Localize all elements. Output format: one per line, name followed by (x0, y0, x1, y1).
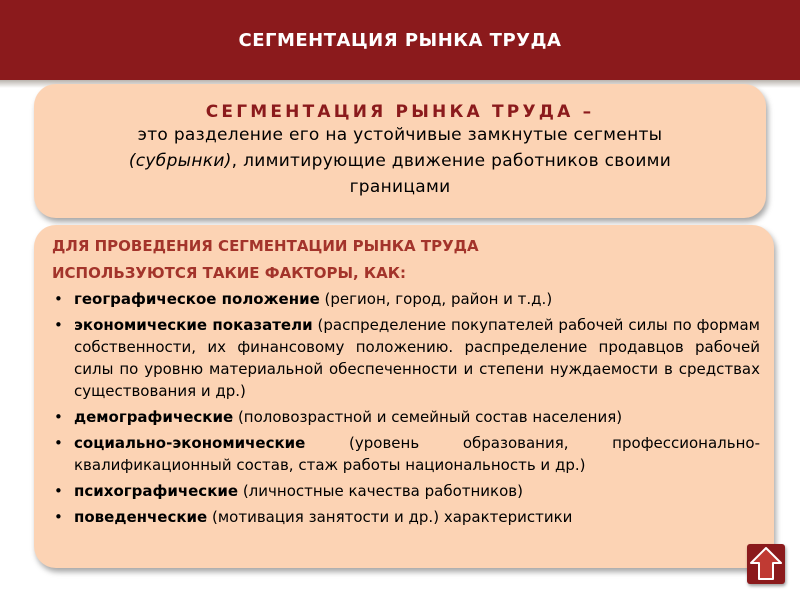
list-item (50, 406, 760, 428)
definition-box (34, 84, 766, 218)
factor-term: поведенческие (74, 508, 208, 526)
factor-description: (регион, город, район и т.д.) (319, 290, 553, 308)
definition-line-2-rest: , лимитирующие движение работников своими (231, 151, 672, 171)
bullet-icon: • (54, 408, 63, 426)
factor-term: социально-экономические (74, 434, 306, 452)
bullet-icon: • (54, 290, 63, 308)
definition-term: СЕГМЕНТАЦИЯ РЫНКА ТРУДА – (205, 102, 595, 122)
factor-term: экономические показатели (74, 316, 313, 334)
header-bar (0, 0, 800, 80)
back-to-top-button[interactable] (747, 544, 785, 584)
factors-list (50, 288, 760, 532)
factor-description: (личностные качества работников) (238, 482, 523, 500)
definition-line-2 (74, 148, 726, 174)
bullet-icon: • (54, 508, 63, 526)
definition-italic-term: (субрынки) (128, 151, 232, 171)
factors-heading-line-2: ИСПОЛЬЗУЮТСЯ ТАКИЕ ФАКТОРЫ, КАК: (52, 264, 407, 282)
factor-term: психографические (74, 482, 239, 500)
list-item (50, 506, 760, 528)
factors-box (34, 225, 774, 568)
definition-line-3: границами (349, 177, 451, 197)
list-item (50, 432, 760, 476)
bullet-icon: • (54, 434, 63, 452)
factor-description: (распределение покупателей рабочей силы по формам собственности, их финансовому положению. распределение продавцов рабочей силы по уровню материальной обеспеченности и степени нуждаемости в средствах существования и др.) (74, 316, 760, 400)
bullet-icon: • (54, 482, 63, 500)
factor-term: демографические (74, 408, 234, 426)
up-arrow-icon (747, 544, 785, 584)
bullet-icon: • (54, 316, 63, 334)
definition-line-1: это разделение его на устойчивые замкнутые сегменты (137, 125, 663, 145)
list-item (50, 288, 760, 310)
factor-description: (половозрастной и семейный состав населения) (233, 408, 623, 426)
factor-description: (мотивация занятости и др.) характеристики (207, 508, 573, 526)
factors-heading-line-1: ДЛЯ ПРОВЕДЕНИЯ СЕГМЕНТАЦИИ РЫНКА ТРУДА (52, 237, 479, 255)
factor-description: (уровень образования, профессионально-квалификационный состав, стаж работы национальность и др.) (74, 434, 760, 474)
page-title: СЕГМЕНТАЦИЯ РЫНКА ТРУДА (238, 30, 562, 51)
list-item (50, 314, 760, 402)
list-item (50, 480, 760, 502)
factor-term: географическое положение (74, 290, 320, 308)
